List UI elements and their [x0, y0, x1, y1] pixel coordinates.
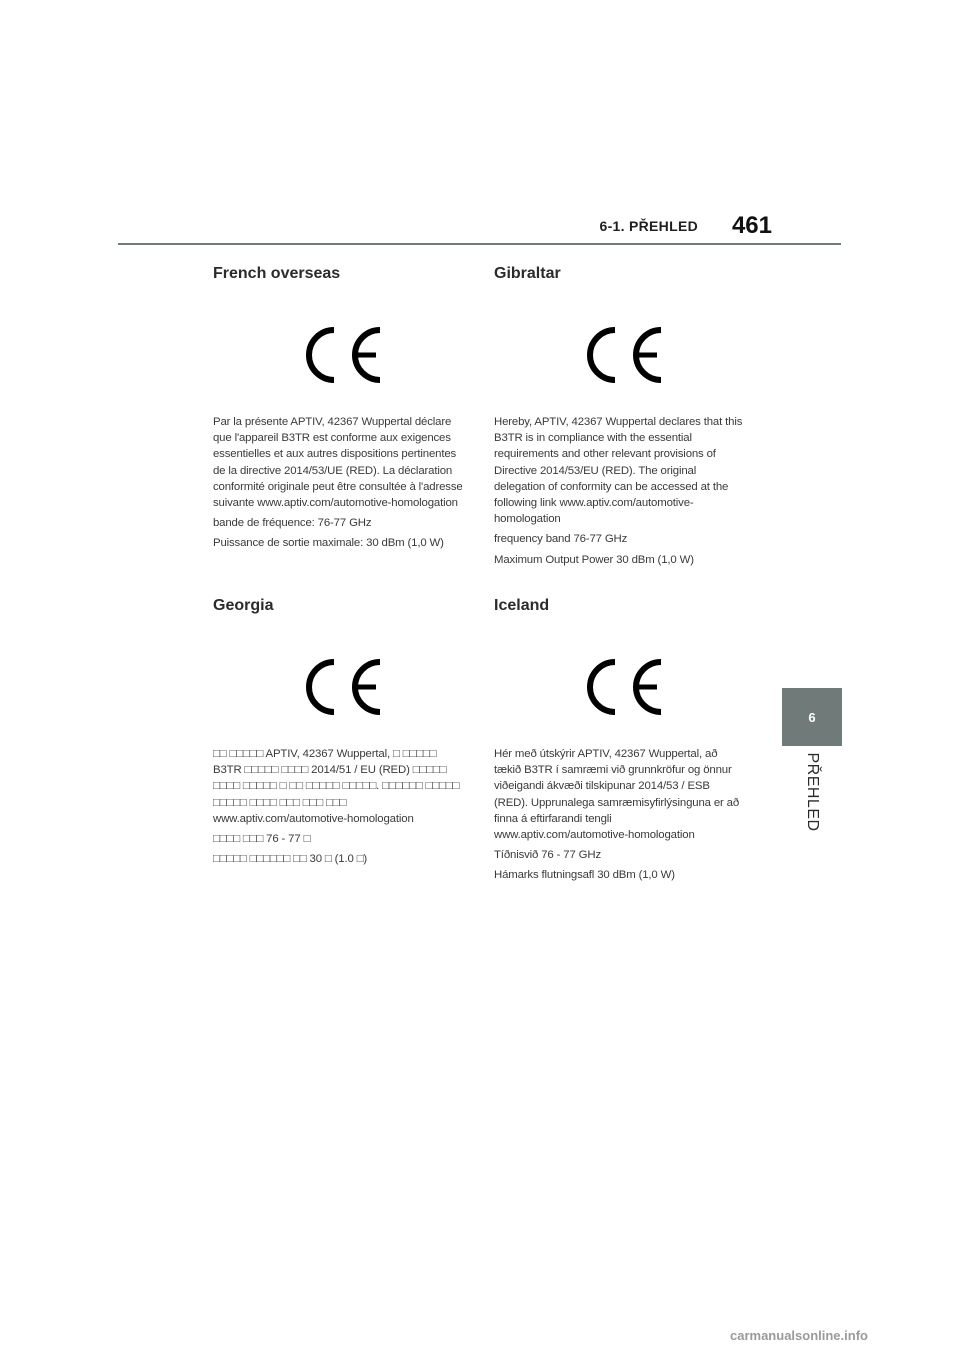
header-divider — [118, 243, 841, 245]
declaration-text: □□ □□□□□ APTIV, 42367 Wuppertal, □ □□□□□ B3TR □□□□□ □□□□ 2014/51 / EU (RED) □□□□□ □□□□ □□□□□ □ □□ □□□□□ □□□□□. □□□□□□ □□□□□ □□□□□ □□□□ □□□ □□□ □□□ www.aptiv.com/automotive-homologation — [213, 748, 460, 825]
output-power: Hámarks flutningsafl 30 dBm (1,0 W) — [494, 869, 675, 882]
ce-mark-icon — [577, 656, 663, 718]
block-french-overseas — [213, 264, 465, 552]
frequency-band: frequency band 76-77 GHz — [494, 533, 628, 546]
declaration-text: Par la présente APTIV, 42367 Wuppertal déclare que l'appareil B3TR est conforme aux exigences essentielles et aux autres dispositions pertinentes de la directive 2014/53/UE (RED). La déclaration conformité originale peut être consultée à l'adresse suivante www.aptiv.com/automotive-homologation — [213, 416, 463, 510]
frequency-band: bande de fréquence: 76-77 GHz — [213, 517, 372, 530]
output-power: □□□□□ □□□□□□ □□ 30 □ (1.0 □) — [213, 853, 368, 866]
page-number: 461 — [731, 212, 772, 239]
frequency-band: Tíðnisvið 76 - 77 GHz — [494, 849, 602, 862]
chapter-tab — [782, 688, 842, 746]
block-title: Gibraltar — [494, 265, 561, 282]
output-power: Puissance de sortie maximale: 30 dBm (1,0 W) — [213, 537, 444, 550]
block-gibraltar — [494, 264, 746, 568]
declaration-text: Hér með útskýrir APTIV, 42367 Wuppertal, að tækið B3TR í samræmi við grunnkröfur og önnur viðeigandi ákvæði tilskipunar 2014/53 / ESB (RED). Upprunalega samræmisyfirlýsinguna er að finna á eftirfarandi tengli www.aptiv.com/automotive-homologation — [494, 748, 740, 842]
ce-mark-icon — [296, 656, 382, 718]
declaration-text: Hereby, APTIV, 42367 Wuppertal declares that this B3TR is in compliance with the essential requirements and other relevant provisions of Directive 2014/53/EU (RED). The original delegation of conformity can be accessed at the following link www.aptiv.com/automotive-homologation — [494, 416, 743, 526]
ce-mark-icon — [296, 324, 382, 386]
section-title: 6-1. PŘEHLED — [599, 218, 698, 234]
block-title: Iceland — [494, 597, 550, 614]
output-power: Maximum Output Power 30 dBm (1,0 W) — [494, 553, 694, 566]
block-georgia — [213, 596, 465, 867]
block-title: Georgia — [213, 597, 274, 614]
ce-mark-icon — [577, 324, 663, 386]
watermark: carmanualsonline.info — [730, 1328, 868, 1343]
block-iceland — [494, 596, 746, 884]
frequency-band: □□□□ □□□ 76 - 77 □ — [213, 833, 311, 846]
chapter-number: 6 — [808, 709, 816, 725]
chapter-side-label: PŘEHLED — [804, 752, 821, 832]
block-title: French overseas — [213, 265, 341, 282]
